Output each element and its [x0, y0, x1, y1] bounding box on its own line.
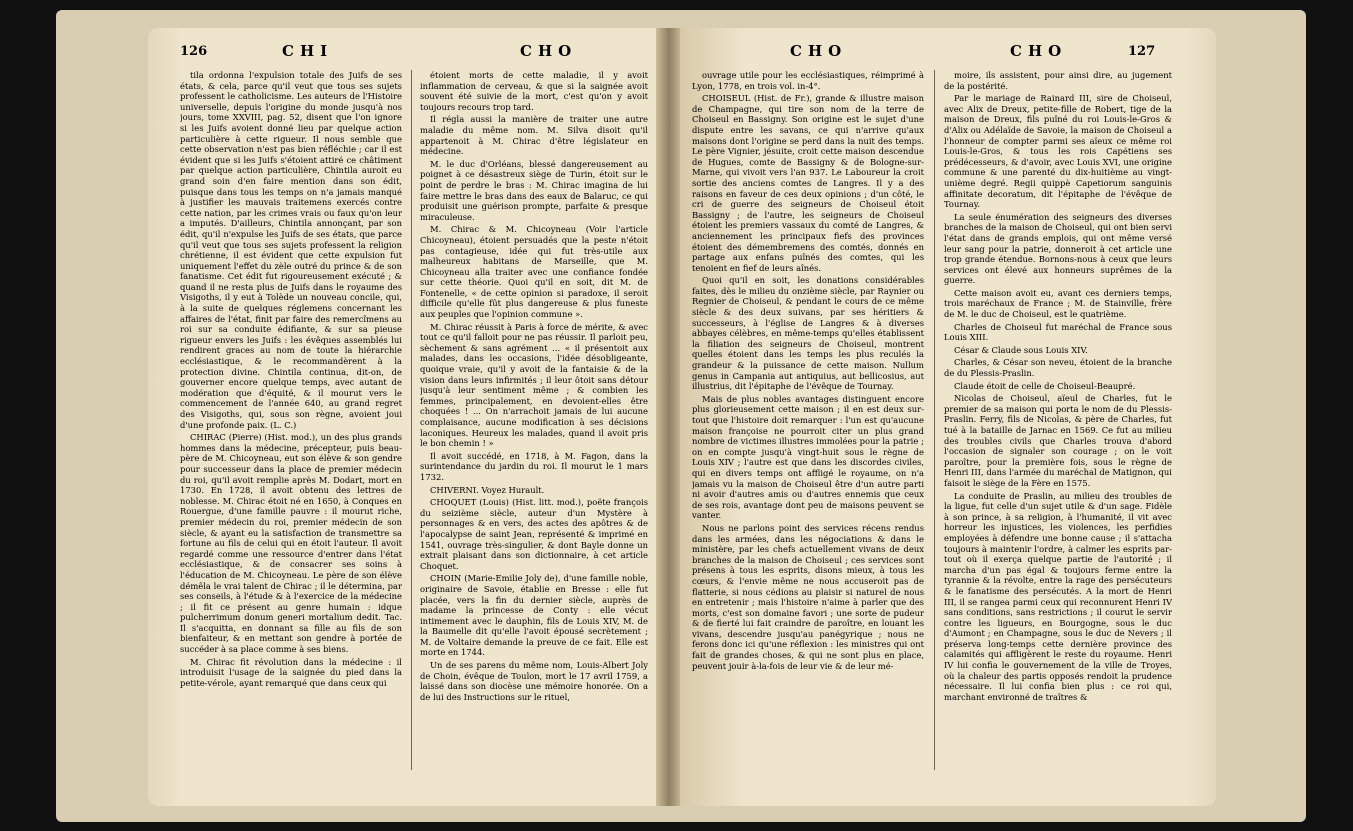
- paragraph: CHOQUET (Louis) (Hist. litt. mod.), poëte françois du seizième siècle, auteur d'un Mystère à personnages & en vers, des actes des apôtres & de l'apocalypse de saint Jean, représenté & imprimé en 1541, ouvrage très-singulier, & dont Bayle donne un extrait plaisant dans son dictionnaire, à cet article Choquet.: [420, 497, 648, 571]
- right-column-rule: [934, 70, 935, 770]
- book-gutter: [656, 28, 682, 806]
- paragraph: tila ordonna l'expulsion totale des Juifs de ses états, & cela, parce qu'il veut que tous ses sujets professent le catholicisme. Les auteurs de l'Histoire universelle, depuis l'origine du monde jusqu'à nos jours, tome XXVIII, pag. 52, disent que l'on ignore si les Juifs avoient donné lieu par quelque action particulière à cette rigueur. Il nous semble que cette observation n'est pas bien réfléchie ; car il est évident que si les Juifs s'étoient attiré ce châtiment par quelque action particulière, Chintila auroit eu grand soin d'en faire mention dans son édit, puisque dans tous les temps on n'a jamais manqué à justifier les mauvais traitemens exercés contre cette nation, par les crimes vrais ou faux qu'on leur a imputés. D'ailleurs, Chintila annonçant, par son édit, qu'il n'expulse les Juifs de ses états, que parce qu'il veut que tous ses sujets professent la religion chrétienne, il est évident que cette expulsion fut uniquement l'effet du zèle outré du prince & de son fanatisme. Cet édit fut rigoureusement exécuté ; & quand il ne resta plus de Juifs dans le royaume des Visigoths, il y eut à Tolède un nouveau concile, qui, à la suite de quelques réglemens concernant les affaires de l'état, finit par faire des remercîmens au roi sur sa conduite édifiante, & sur sa pieuse rigueur envers les Juifs : les évêques assemblés lui rendirent graces au nom de toute la hiérarchie ecclésiastique, & le recommandèrent à la protection divine. Chintila continua, dit-on, de gouverner encore quelque temps, avec autant de modération que d'équité, & il mourut vers le commencement de l'année 640, au grand regret des Visigoths, qui, sous son règne, avoient joui d'une profonde paix. (L. C.): [180, 70, 402, 430]
- paragraph: M. Chirac & M. Chicoyneau (Voir l'article Chicoyneau), étoient persuadés que la peste n'étoit pas contagieuse, idée qui fut très-utile aux malheureux habitans de Marseille, que M. Chicoyneau alla traiter avec une confiance fondée sur cette théorie. Quoi qu'il en soit, dit M. de Fontenelle, « de cette opinion si paradoxe, il seroit difficile qu'elle fût plus dangereuse & plus funeste aux peuples que l'opinion commune ».: [420, 224, 648, 320]
- paragraph: Mais de plus nobles avantages distinguent encore plus glorieusement cette maison ; il en est deux sur-tout que l'histoire doit remarquer : l'un est qu'aucune maison françoise ne pourroit citer un plus grand nombre de victimes illustres immolées pour la patrie ; on en compte jusqu'à vingt-huit sous le règne de Louis XIV ; l'autre est que dans les discordes civiles, qui en divers temps ont affligé le royaume, on n'a jamais vu la maison de Choiseul être d'un autre parti ni avoir d'autres amis ou d'autres ennemis que ceux de ses rois, avantage dont peu de maisons peuvent se vanter.: [692, 393, 924, 521]
- paragraph: Il régla aussi la manière de traiter une autre maladie du même nom. M. Silva disoit qu'il appartenoit à M. Chirac d'être législateur en médecine.: [420, 114, 648, 157]
- paragraph: CHIRAC (Pierre) (Hist. mod.), un des plus grands hommes dans la médecine, précepteur, puis beau-père de M. Chicoyneau, eut son élève & son gendre pour successeur dans la place de premier médecin du roi, qu'il avoit remplie après M. Dodart, mort en 1730. En 1728, il avoit obtenu des lettres de noblesse. M. Chirac étoit né en 1650, à Conques en Rouergue, d'une famille pauvre : il mourut riche, premier médecin du roi, premier médecin de son siècle, & ayant eu la satisfaction de transmettre sa fortune au fils de celui qui en étoit l'auteur. Il avoit regardé comme une ressource d'entrer dans l'état ecclésiastique, & de consacrer ses soins à l'éducation de M. Chicoyneau. Le père de son élève démêla le vrai talent de Chirac ; il le détermina, par ses conseils, à l'étude & à l'exercice de la médecine ; il fit ce présent au genre humain : idque pulcherrimum donum generi mortalium dedit. Tac. Il s'acquitta, en donnant sa fille au fils de son bienfaiteur, & en mettant son gendre à portée de succéder à sa place comme à ses biens.: [180, 432, 402, 655]
- right-header-left: CHO: [790, 42, 848, 60]
- paragraph: M. Chirac fit révolution dans la médecine : il introduisit l'usage de la saignée du pied dans la petite-vérole, ayant remarqué que dans ceux qui: [180, 656, 402, 688]
- paragraph: Il avoit succédé, en 1718, à M. Fagon, dans la surintendance du jardin du roi. Il mourut le 1 mars 1732.: [420, 450, 648, 482]
- paragraph: CHOISEUL (Hist. de Fr.), grande & illustre maison de Champagne, qui tire son nom de la terre de Choiseul en Bassigny. Son origine est le sujet d'une dispute entre les savans, ce qui n'arrive qu'aux maisons dont l'origine se perd dans la nuit des temps. Le père Vignier, jésuite, croit cette maison descendue de Hugues, comte de Bassigny & de Bologne-sur-Marne, qui vivoit vers l'an 937. Le Laboureur la croit sortie des anciens comtes de Langres. Il y a des raisons en faveur de ces deux opinions ; d'un côté, le cri de guerre des seigneurs de Choiseul étoit Bassigny ; de l'autre, les seigneurs de Choiseul étoient les premiers vassaux du comté de Langres, & anciennement les principaux fiefs des provinces étoient des démembremens des comtés, donnés en partage aux enfans puînés des comtes, qui les tenoient en fief de leurs aînés.: [692, 93, 924, 273]
- paragraph: Cette maison avoit eu, avant ces derniers temps, trois maréchaux de France ; M. de Stainville, frère de M. le duc de Choiseul, est le quatrième.: [944, 287, 1172, 320]
- paragraph: La conduite de Praslin, au milieu des troubles de la ligue, fut celle d'un sujet utile & d'un sage. Fidèle à son prince, à sa religion, à l'humanité, il vit avec horreur les injustices, les violences, les perfidies employées à défendre une bonne cause ; il s'attacha toujours à maintenir l'ordre, à calmer les esprits par-tout où il exerça quelque partie de l'autorité ; il marcha d'un pas égal & toujours ferme entre la tyrannie & la révolte, entre la rage des persécuteurs & le fanatisme des persécutés. A la mort de Henri III, il se rangea parmi ceux qui reconnurent Henri IV sans conditions, sans restrictions ; il courut le servir contre les ligueurs, en Bourgogne, sous le duc d'Aumont ; en Champagne, sous le duc de Nevers ; il préserva long-temps cette dernière province des calamités qui affligèrent le reste du royaume. Henri IV lui confia le gouvernement de la ville de Troyes, où la chaleur des partis opposés rendoit la prudence nécessaire. Il lui confia bien plus : ce roi qui, marchant environné de traîtres &: [944, 490, 1172, 702]
- paragraph: Charles de Choiseul fut maréchal de France sous Louis XIII.: [944, 321, 1172, 343]
- paragraph: Par le mariage de Rainard III, sire de Choiseul, avec Alix de Dreux, petite-fille de Robert, tige de la maison de Dreux, fils puîné du roi Louis-le-Gros & d'Alix ou Adélaïde de Savoie, la maison de Choiseul a l'honneur de compter parmi ses aïeux ce même roi Louis-le-Gros, & tous les rois Capétiens ses prédécesseurs, & d'avoir, avec Louis XVI, une origine commune & une parenté du dix-huitième au vingt-unième degré. Regii quippè Capetiorum sanguinis affinitate decoratum, dit l'épitaphe de l'évêque de Tournay.: [944, 93, 1172, 210]
- paragraph: Un de ses parens du même nom, Louis-Albert Joly de Choin, évêque de Toulon, mort le 17 avril 1759, a laissé dans son diocèse une mémoire honorée. On a de lui des Instructions sur le rituel,: [420, 660, 648, 702]
- paragraph: CHOIN (Marie-Emilie Joly de), d'une famille noble, originaire de Savoie, établie en Bresse : elle fut placée, vers la fin du dernier siècle, auprès de madame la princesse de Conty : elle vécut intimement avec le dauphin, fils de Louis XIV, M. de la Baumelle dit qu'elle l'avoit épousé secrètement ; M. de Voltaire demande la preuve de ce fait. Elle est morte en 1744.: [420, 573, 648, 658]
- paragraph: Charles, & César son neveu, étoient de la branche de du Plessis-Praslin.: [944, 357, 1172, 379]
- right-page-column-1: [692, 70, 924, 770]
- paragraph: M. le duc d'Orléans, blessé dangereusement au poignet à ce désastreux siège de Turin, étoit sur le point de perdre le bras : M. Chirac imagina de lui faire mettre le bras dans des eaux de Balaruc, ce qui produisit une guérison prompte, parfaite & presque miraculeuse.: [420, 158, 648, 222]
- paragraph: César & Claude sous Louis XIV.: [954, 344, 1088, 355]
- right-header-right: CHO: [1010, 42, 1068, 60]
- left-page-column-2: [420, 70, 648, 770]
- left-page-column-1: [180, 70, 402, 770]
- left-column-rule: [411, 70, 412, 770]
- right-page-number: 127: [1128, 44, 1156, 59]
- paragraph: La seule énumération des seigneurs des diverses branches de la maison de Choiseul, qui ont bien servi l'état dans de grands emplois, qui ont même versé leur sang pour la patrie, donneroit à cet article une trop grande étendue. Bornons-nous à ceux que leurs services ont élevé aux honneurs suprêmes de la guerre.: [944, 211, 1172, 286]
- paragraph: Claude étoit de celle de Choiseul-Beaupré.: [954, 380, 1136, 391]
- paragraph: ouvrage utile pour les ecclésiastiques, réimprimé à Lyon, 1778, en trois vol. in-4°.: [692, 70, 924, 91]
- paragraph: M. Chirac réussit à Paris à force de mérite, & avec tout ce qu'il falloit pour ne pas réussir. Il parloit peu, sèchement & sans agrément ... « il présentoit aux malades, dans les occasions, l'idée désobligeante, quoique vraie, qu'il y avoit de la fantaisie & de la vision dans leurs infirmités ; il leur ôtoit sans détour jusqu'à leur sentiment même ; & combien les femmes, principalement, en devoient-elles être choquées ! ... On n'arrachoit jamais de lui aucune complaisance, aucune modification à ses décisions laconiques. Heureux les malades, quand il avoit pris le bon chemin ! »: [420, 321, 648, 449]
- paragraph: étoient morts de cette maladie, il y avoit inflammation de cerveau, & que si la saignée avoit souvent été suivie de la mort, c'est qu'on y avoit toujours recours trop tard.: [420, 70, 648, 112]
- paragraph: Quoi qu'il en soit, les donations considérables faites, dès le milieu du onzième siècle, par Raynier ou Regnier de Choiseul, & pendant le cours de ce même siècle & des deux suivans, par ses héritiers & successeurs, à l'église de Langres & à diverses abbayes célèbres, en même-temps qu'elles établissent la filiation des seigneurs de Choiseul, montrent quelles étoient dans les temps les plus reculés la grandeur & la puissance de cette maison. Nullum genus in Campania aut antiquius, aut bellicosius, aut illustrius, dit l'épitaphe de l'évêque de Tournay.: [692, 275, 924, 392]
- paragraph: Nicolas de Choiseul, aïeul de Charles, fut le premier de sa maison qui porta le nom de du Plessis-Praslin. Ferry, fils de Nicolas, & père de Charles, fut tué à la bataille de Jarnac en 1569. Ce fut au milieu des troubles civils que Charles trouva d'abord l'occasion de signaler son courage ; on le voit paroître, pour la première fois, sous le règne de Henri III, dans l'armée du maréchal de Matignon, qui faisoit le siège de la Fère en 1575.: [944, 393, 1172, 488]
- paragraph: moire, ils assistent, pour ainsi dire, au jugement de la postérité.: [944, 70, 1172, 91]
- left-page-number: 126: [180, 44, 208, 59]
- paragraph: Nous ne parlons point des services récens rendus dans les armées, dans les négociations & dans le ministère, par les chefs actuellement vivans de deux branches de la maison de Choiseul ; ces services sont présens à tous les esprits, disons mieux, à tous les cœurs, & l'envie même ne nous accuseroit pas de flatterie, si nous cédions au plaisir si naturel de nous en entretenir ; mais l'histoire n'aime à parler que des morts, c'est son domaine favori ; une sorte de pudeur & de fierté lui fait craindre de paroître, en louant les vivans, descendre jusqu'au panégyrique ; nous ne ferons donc ici qu'une réflexion : les ministres qui ont fait de grandes choses, & qui ne sont plus en place, peuvent jouir à-la-fois de leur vie & de leur mé-: [692, 522, 924, 671]
- left-header-left: CHI: [282, 42, 334, 60]
- left-header-right: CHO: [520, 42, 578, 60]
- right-page-column-2: [944, 70, 1172, 770]
- paragraph: CHIVERNI. Voyez Hurault.: [430, 484, 545, 495]
